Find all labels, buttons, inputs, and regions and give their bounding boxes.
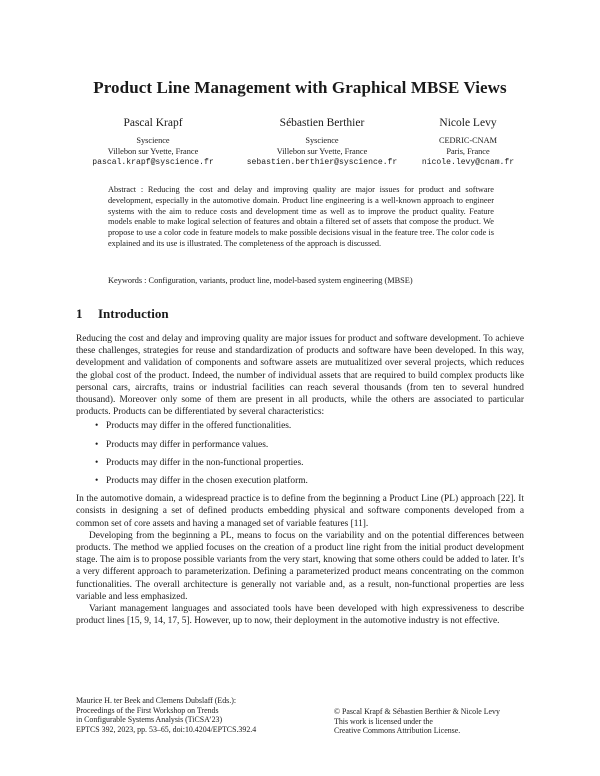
keywords: Keywords : Configuration, variants, product line, model-based system engineering (MBSE) [108, 276, 413, 285]
footer-line: This work is licensed under the [334, 716, 433, 726]
author-location: Villebon sur Yvette, France [276, 146, 368, 156]
author-name: Sébastien Berthier [279, 117, 365, 129]
section-body [76, 333, 524, 627]
footer-proceedings [76, 696, 326, 734]
footer-copyright [334, 707, 534, 736]
paragraph: In the automotive domain, a widespread practice is to define from the beginning a Product Line (PL) approach [22]. It consists in designing a set of defined products embedding physical and software components developed from a common set of core assets and having a managed set of variable features [11]. [76, 494, 524, 529]
abstract: Abstract : Reducing the cost and delay and improving quality are major issues for product and software development, especially in the automotive domain. Product line engineering is a well-known approach to engineer systems with the aim to reduce costs and development time as well as to improve the product quality. Feature models enable to make logical selection of features and obtain a filtered set of assets that compose the product. We propose to use a color code in feature models to make possible decisions visual in the feature tree. The color code is explained and its use is illustrated. The completeness of the approach is discussed. [108, 185, 494, 248]
footer-line: © Pascal Krapf & Sébastien Berthier & Nicole Levy [334, 707, 500, 716]
bullet-list [76, 420, 524, 487]
author-affiliation: CEDRIC-CNAM [438, 136, 498, 145]
section-number: 1 [76, 306, 83, 321]
footer-line: Maurice H. ter Beek and Clemens Dubslaff (Eds.): [76, 696, 237, 705]
footer-line: EPTCS 392, 2023, pp. 53–65, doi:10.4204/EPTCS.392.4 [76, 724, 257, 734]
paragraph: Variant management languages and associated tools have been developed with high expressiveness to describe product lines [15, 9, 14, 17, 5]. However, up to now, their deployment in the automotive industry is not effective. [76, 604, 524, 627]
footer-line: Creative Commons Attribution License. [334, 726, 461, 736]
author-location: Paris, France [446, 146, 490, 156]
list-item: • Products may differ in the offered functionalities. [106, 420, 524, 432]
paragraph: Reducing the cost and delay and improving quality are major issues for product and software development. To achieve these challenges, strategies for reuse and standardization of products and software have been developed. In this way, development and validation of components and software assets are mutualitized over several projects, which reduces the global cost of the product. Indeed, the number of individual assets that are required to build complex products like personal cars, aircrafts, trains or industrial facilities can reach several thousands (from ten to several hundred thousand). Moreover only some of them are present in all products, while the others are associated to particular products. Products can be differentiated by several characteristics: [76, 334, 524, 418]
footer-line: Proceedings of the First Workshop on Trends [76, 705, 219, 715]
author-affiliation: Syscience [136, 136, 170, 145]
footer-line: in Configurable Systems Analysis (TiCSA’23) [76, 715, 223, 725]
list-item: • Products may differ in the chosen execution platform. [106, 475, 524, 487]
list-item: • Products may differ in performance values. [106, 439, 524, 451]
author-affiliation: Syscience [305, 136, 339, 145]
author-1 [78, 117, 228, 168]
author-3 [412, 117, 524, 168]
author-location: Villebon sur Yvette, France [107, 146, 199, 156]
paper-title: Product Line Management with Graphical MBSE Views [93, 78, 507, 97]
section-heading [76, 306, 169, 322]
paragraph: Developing from the beginning a PL, means to focus on the variability and on the potential differences between products. The method we applied focuses on the creation of a product line right from the initial product development stage. The aim is to propose possible variants from the very start, knowing that some others could be added to later. It’s a very different approach to parameterization. Defining a parameterized product means concentrating on the common functionalities. The overall architecture is generally not variable and, as a result, non-functional properties are less variable and less emphasized. [76, 530, 524, 602]
author-email[interactable]: sebastien.berthier@syscience.fr [246, 158, 398, 167]
author-name: Nicole Levy [439, 117, 497, 129]
author-email[interactable]: pascal.krapf@syscience.fr [92, 158, 214, 167]
author-name: Pascal Krapf [123, 117, 183, 129]
author-2 [232, 117, 412, 168]
author-email[interactable]: nicole.levy@cnam.fr [421, 158, 515, 167]
list-item: • Products may differ in the non-functional properties. [106, 457, 524, 469]
section-title: Introduction [98, 306, 169, 321]
